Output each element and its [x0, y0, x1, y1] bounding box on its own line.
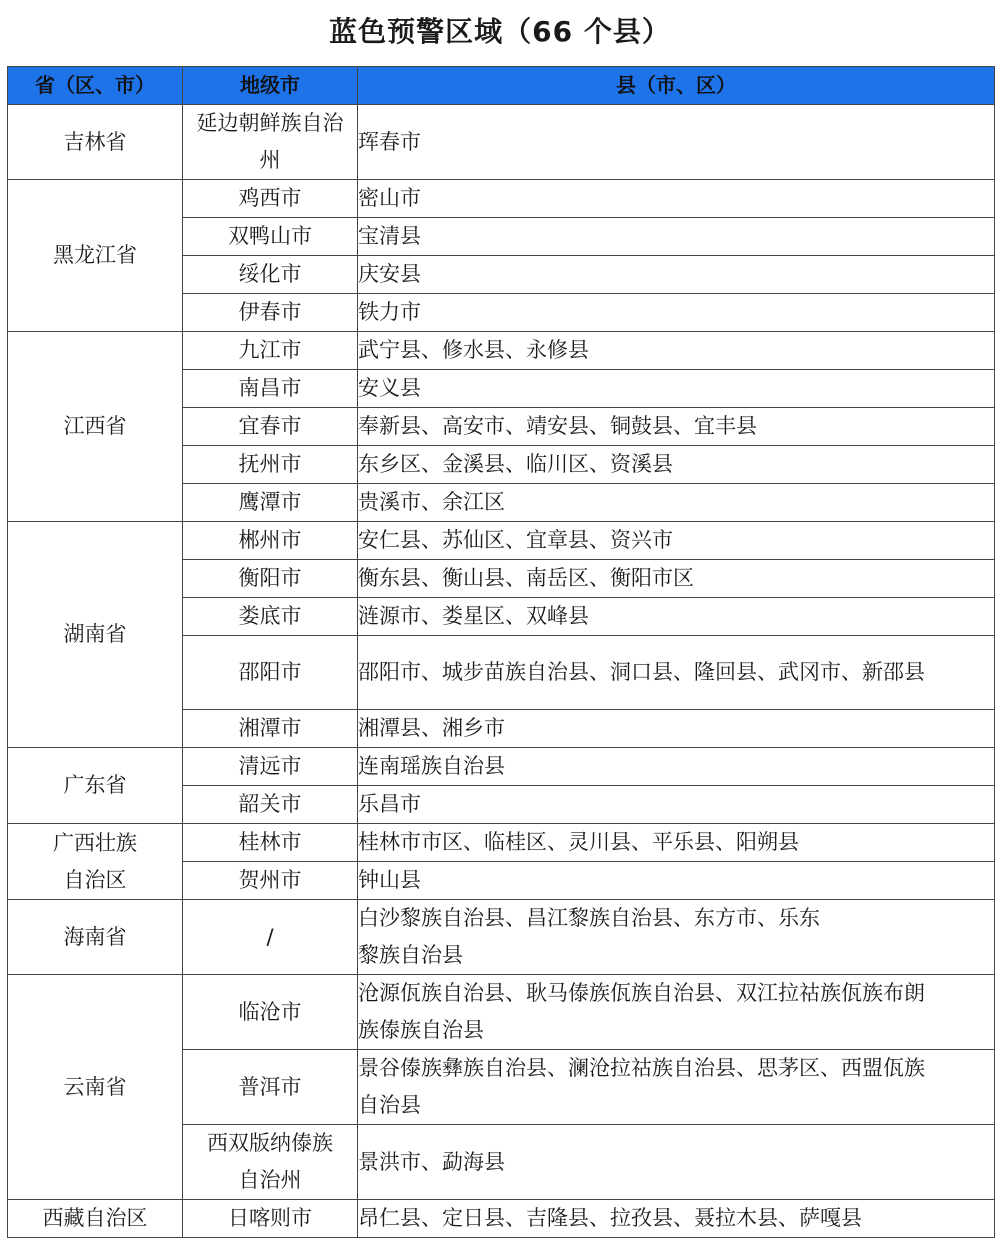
table-row	[8, 824, 995, 862]
county-list: 密山市	[358, 186, 421, 210]
county-cell	[358, 1200, 995, 1238]
table-row	[8, 180, 995, 218]
city-cell	[183, 710, 358, 748]
county-list: 铁力市	[358, 300, 421, 324]
warning-region-table	[7, 66, 995, 1238]
county-cell	[358, 218, 995, 256]
table-header-row	[8, 67, 995, 105]
table-body	[8, 105, 995, 1238]
city-cell	[183, 180, 358, 218]
county-list: 安仁县、苏仙区、宜章县、资兴市	[358, 528, 673, 552]
county-list: 安义县	[358, 376, 421, 400]
city-cell	[183, 370, 358, 408]
city-cell	[183, 862, 358, 900]
province-name: 广西壮族自治区	[53, 830, 137, 892]
county-list: 涟源市、娄星区、双峰县	[358, 604, 589, 628]
province-name: 广东省	[63, 773, 127, 797]
city-name: /	[266, 924, 274, 949]
county-cell	[358, 824, 995, 862]
county-cell	[358, 332, 995, 370]
column-header-province: 省（区、市）	[8, 67, 183, 105]
province-cell	[8, 180, 183, 332]
county-list: 昂仁县、定日县、吉隆县、拉孜县、聂拉木县、萨嘎县	[358, 1206, 862, 1230]
province-name: 云南省	[63, 1074, 127, 1099]
city-name: 绥化市	[238, 262, 302, 286]
city-cell	[183, 408, 358, 446]
county-cell	[358, 180, 995, 218]
column-header-city: 地级市	[183, 67, 358, 105]
county-cell	[358, 636, 995, 710]
county-cell	[358, 408, 995, 446]
province-name: 湖南省	[63, 622, 127, 646]
county-cell	[358, 105, 995, 180]
county-list: 宝清县	[358, 224, 421, 248]
county-list: 奉新县、高安市、靖安县、铜鼓县、宜丰县	[358, 414, 757, 438]
city-name: 邵阳市	[238, 660, 302, 684]
city-name: 双鸭山市	[228, 224, 312, 248]
city-cell	[183, 786, 358, 824]
city-name: 伊春市	[238, 300, 302, 324]
county-cell	[358, 256, 995, 294]
county-cell	[358, 1125, 995, 1200]
city-name: 九江市	[238, 338, 302, 362]
city-name: 延边朝鲜族自治州	[196, 111, 344, 172]
province-cell	[8, 748, 183, 824]
province-cell	[8, 824, 183, 900]
county-list: 桂林市市区、临桂区、灵川县、平乐县、阳朔县	[358, 830, 799, 854]
city-cell	[183, 218, 358, 256]
city-name: 宜春市	[238, 414, 302, 438]
county-list: 东乡区、金溪县、临川区、资溪县	[358, 452, 673, 476]
table-row	[8, 332, 995, 370]
province-cell	[8, 900, 183, 975]
city-cell	[183, 256, 358, 294]
county-cell	[358, 294, 995, 332]
county-cell	[358, 710, 995, 748]
city-name: 南昌市	[238, 376, 302, 400]
county-cell	[358, 748, 995, 786]
city-cell	[183, 294, 358, 332]
city-cell	[183, 1200, 358, 1238]
city-cell	[183, 1050, 358, 1125]
city-cell	[183, 105, 358, 180]
city-cell	[183, 636, 358, 710]
county-list: 连南瑶族自治县	[358, 754, 505, 778]
city-cell	[183, 522, 358, 560]
province-name: 海南省	[63, 924, 127, 949]
city-cell	[183, 900, 358, 975]
city-cell	[183, 446, 358, 484]
city-name: 抚州市	[238, 452, 302, 476]
city-name: 临沧市	[238, 999, 302, 1024]
province-cell	[8, 1200, 183, 1238]
province-name: 西藏自治区	[42, 1206, 148, 1230]
county-list: 景谷傣族彝族自治县、澜沧拉祜族自治县、思茅区、西盟佤族自治县	[358, 1056, 925, 1117]
county-list: 白沙黎族自治县、昌江黎族自治县、东方市、乐东黎族自治县	[358, 906, 820, 967]
county-list: 钟山县	[358, 868, 421, 892]
city-name: 日喀则市	[228, 1206, 312, 1230]
city-cell	[183, 824, 358, 862]
county-cell	[358, 900, 995, 975]
province-name: 黑龙江省	[53, 243, 137, 267]
city-cell	[183, 598, 358, 636]
city-cell	[183, 748, 358, 786]
city-name: 衡阳市	[238, 566, 302, 590]
city-name: 韶关市	[238, 792, 302, 816]
city-name: 清远市	[238, 754, 302, 778]
column-header-county: 县（市、区）	[358, 67, 995, 105]
city-name: 娄底市	[238, 604, 302, 628]
county-cell	[358, 1050, 995, 1125]
county-cell	[358, 975, 995, 1050]
county-list: 珲春市	[358, 129, 421, 154]
table-row	[8, 975, 995, 1050]
city-name: 鸡西市	[238, 186, 302, 210]
city-name: 普洱市	[238, 1074, 302, 1099]
city-name: 郴州市	[238, 528, 302, 552]
county-list: 乐昌市	[358, 792, 421, 816]
province-name: 吉林省	[63, 129, 127, 154]
county-list: 景洪市、勐海县	[358, 1149, 505, 1174]
city-name: 西双版纳傣族自治州	[207, 1131, 333, 1192]
city-name: 桂林市	[238, 830, 302, 854]
province-cell	[8, 105, 183, 180]
county-cell	[358, 598, 995, 636]
city-cell	[183, 975, 358, 1050]
table-row	[8, 748, 995, 786]
county-cell	[358, 522, 995, 560]
city-name: 贺州市	[238, 868, 302, 892]
county-list: 武宁县、修水县、永修县	[358, 338, 589, 362]
county-cell	[358, 370, 995, 408]
province-cell	[8, 332, 183, 522]
county-list: 衡东县、衡山县、南岳区、衡阳市区	[358, 566, 694, 590]
table-row	[8, 900, 995, 975]
county-list: 庆安县	[358, 262, 421, 286]
province-cell	[8, 522, 183, 748]
table-row	[8, 1200, 995, 1238]
table-row	[8, 105, 995, 180]
city-cell	[183, 560, 358, 598]
page-title: 蓝色预警区域（66 个县）	[329, 15, 671, 48]
county-cell	[358, 446, 995, 484]
county-cell	[358, 862, 995, 900]
county-list: 沧源佤族自治县、耿马傣族佤族自治县、双江拉祜族佤族布朗族傣族自治县	[358, 981, 925, 1042]
province-cell	[8, 975, 183, 1200]
county-cell	[358, 484, 995, 522]
city-cell	[183, 332, 358, 370]
county-cell	[358, 560, 995, 598]
county-list: 贵溪市、余江区	[358, 490, 505, 514]
county-list: 邵阳市、城步苗族自治县、洞口县、隆回县、武冈市、新邵县	[358, 660, 925, 684]
city-cell	[183, 484, 358, 522]
county-list: 湘潭县、湘乡市	[358, 716, 505, 740]
city-cell	[183, 1125, 358, 1200]
province-name: 江西省	[63, 414, 127, 438]
city-name: 鹰潭市	[238, 490, 302, 514]
city-name: 湘潭市	[238, 716, 302, 740]
table-row	[8, 522, 995, 560]
county-cell	[358, 786, 995, 824]
